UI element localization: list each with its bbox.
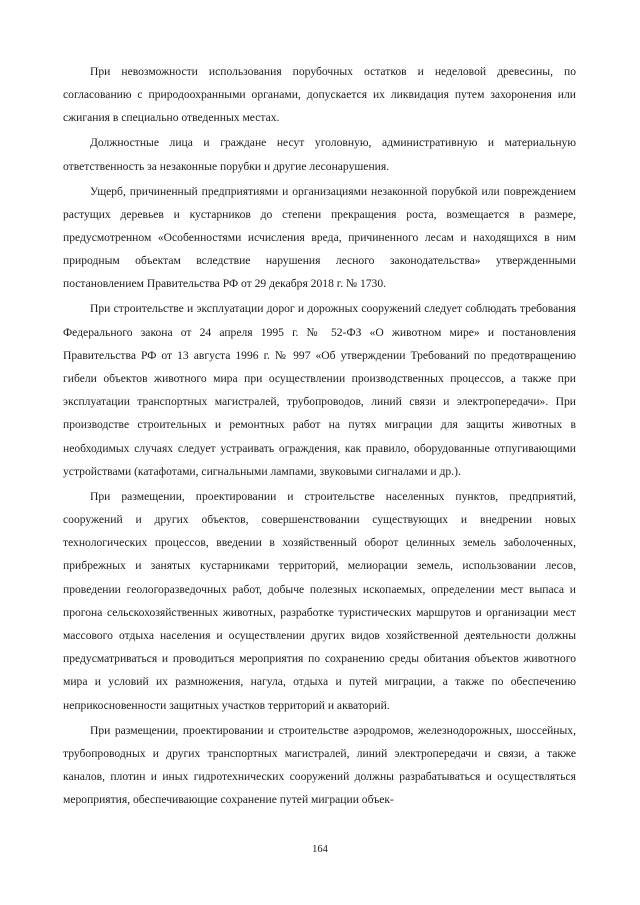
paragraph: При размещении, проектировании и строительстве аэродромов, железнодорожных, шоссейных, трубопроводных и других транспортных магистралей, линий электропередачи и связи, а также каналов, плотин и иных гидротехнических сооружений должны разрабатываться и осуществляться мероприятия, обеспечивающие сохранение путей миграции объек-: [63, 723, 576, 807]
page-body: [63, 60, 576, 813]
paragraph: Должностные лица и граждане несут уголовную, административную и материальную ответственность за незаконные порубки и другие лесонарушения.: [63, 136, 576, 173]
paragraph: Ущерб, причиненный предприятиями и организациями незаконной порубкой или повреждением растущих деревьев и кустарников до степени прекращения роста, возмещается в размере, предусмотренном «Особенностями исчисления вреда, причиненного лесам и находящихся в ним природным объектам вследствие нарушения лесного законодательства» утвержденными постановлением Правительства РФ от 29 декабря 2018 г. № 1730.: [63, 184, 576, 291]
page-number: 164: [312, 844, 328, 855]
paragraph: При размещении, проектировании и строительстве населенных пунктов, предприятий, сооружений и других объектов, совершенствовании существующих и внедрении новых технологических процессов, введении в хозяйственный оборот целинных земель заболоченных, прибрежных и занятых кустарниками территорий, мелиорации земель, использовании лесов, проведении геологоразведочных работ, добыче полезных ископаемых, определении мест выпаса и прогона сельскохозяйственных животных, разработке туристических маршрутов и организации мест массового отдыха населения и осуществлении других видов хозяйственной деятельности должны предусматриваться и проводиться мероприятия по сохранению среды обитания объектов животного мира и условий их размножения, нагула, отдыха и путей миграции, а также по обеспечению неприкосновенности защитных участков территорий и акваторий.: [63, 489, 576, 712]
paragraph: При невозможности использования порубочных остатков и неделовой древесины, по согласованию с природоохранными органами, допускается их ликвидация путем захоронения или сжигания в специально отведенных местах.: [63, 65, 576, 125]
paragraph: При строительстве и эксплуатации дорог и дорожных сооружений следует соблюдать требования Федерального закона от 24 апреля 1995 г. № 52-ФЗ «О животном мире» и постановления Правительства РФ от 13 августа 1996 г. № 997 «Об утверждении Требований по предотвращению гибели объектов животного мира при осуществлении производственных процессов, а также при эксплуатации транспортных магистралей, трубопроводов, линий связи и электропередачи». При производстве строительных и ремонтных работ на путях миграции для защиты животных в необходимых случаях следует устраивать ограждения, как правило, оборудованные отпугивающими устройствами (катафотами, сигнальными лампами, звуковыми сигналами и др.).: [63, 302, 576, 478]
